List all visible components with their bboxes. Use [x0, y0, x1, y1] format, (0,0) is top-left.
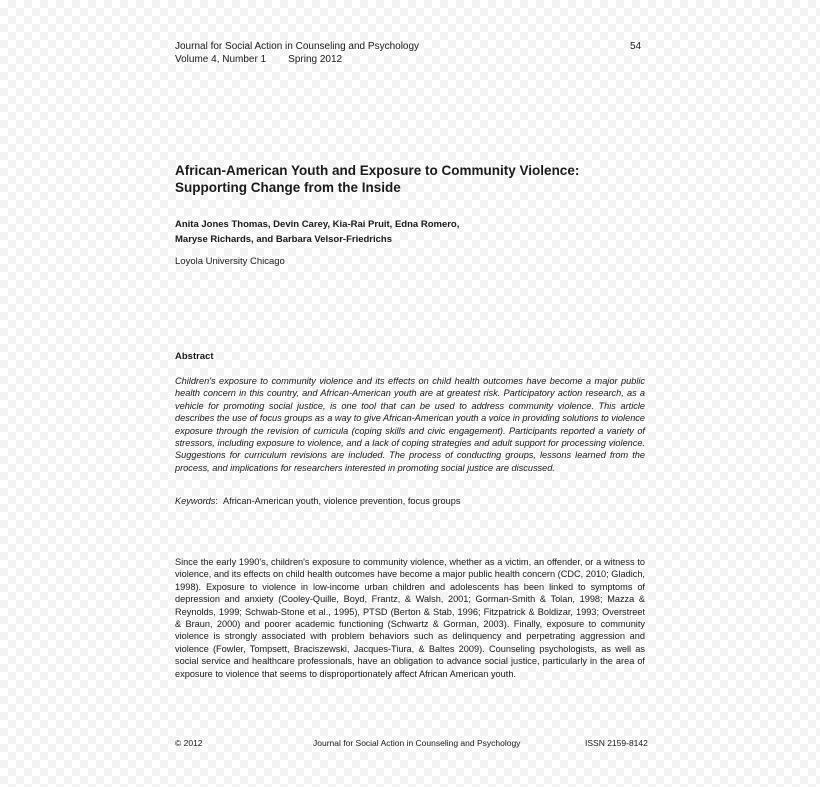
- authors-line-2: Maryse Richards, and Barbara Velsor-Friedrichs: [175, 234, 393, 245]
- affiliation: Loyola University Chicago: [175, 256, 285, 267]
- keywords: [175, 496, 645, 506]
- footer-issn: ISSN 2159-8142: [585, 738, 648, 748]
- volume-label: Volume 4, Number 1: [175, 54, 267, 65]
- abstract-heading: Abstract: [175, 351, 214, 362]
- title-line-1: African-American Youth and Exposure to Community Violence:: [175, 163, 580, 178]
- keywords-label: Keywords: [175, 496, 216, 506]
- footer-copyright: © 2012: [175, 738, 203, 748]
- authors-line-1: Anita Jones Thomas, Devin Carey, Kia-Rai Pruit, Edna Romero,: [175, 219, 460, 230]
- running-header-journal: Journal for Social Action in Counseling and Psychology: [175, 41, 420, 52]
- keywords-separator: :: [215, 496, 218, 506]
- authors: [175, 217, 655, 247]
- body-paragraph: Since the early 1990's, children's exposure to community violence, whether as a victim, an offender, or a witness to violence, and its effects on child health outcomes have become a major public health concern (CDC, 2010; Gladich, 1998). Exposure to violence in low-income urban children and adolescents has been linked to symptoms of depression and anxiety (Cooley-Quille, Boyd, Frantz, & Walsh, 2001; Gorman-Smith & Tolan, 1998; Mazza & Reynolds, 1999; Schwab-Stone et al., 1995), PTSD (Berton & Stab, 1996; Fitzpatrick & Boldizar, 1993; Overstreet & Braun, 2000) and poorer academic functioning (Schwartz & Gorman, 2003). Finally, exposure to community violence is strongly associated with problem behaviors such as delinquency and perpetrating aggression and violence (Fowler, Tompsett, Braciszewski, Jacques-Tiura, & Baltes 2009). Counseling psychologists, as well as social service and healthcare professionals, have an obligation to advance social justice, particularly in the area of exposure to violence that seems to disproportionately affect African American youth.: [175, 557, 645, 679]
- running-header-volume: [175, 53, 342, 66]
- article-title: [175, 162, 655, 196]
- issue-label: Spring 2012: [288, 54, 343, 65]
- abstract-text: Children's exposure to community violence and its effects on child health outcomes have become a major public health concern in this country, and African-American youth are at greatest risk. Participatory action research, as a vehicle for promoting social justice, is one tool that can be used to address community violence. This article describes the use of focus groups as a way to give African-American youth a voice in providing solutions to violence exposure through the revision of curricula (coping skills and civic engagement). Participants reported a variety of stressors, including exposure to violence, and a lack of coping strategies and adult support for processing violence. Suggestions for curriculum revisions are included. The process of conducting groups, lessons learned from the process, and implications for researchers interested in promoting social justice are discussed.: [175, 376, 646, 473]
- keywords-values: African-American youth, violence prevention, focus groups: [223, 496, 461, 506]
- title-line-2: Supporting Change from the Inside: [175, 180, 401, 195]
- footer-journal: Journal for Social Action in Counseling and Psychology: [313, 738, 521, 748]
- page-number: 54: [630, 41, 642, 52]
